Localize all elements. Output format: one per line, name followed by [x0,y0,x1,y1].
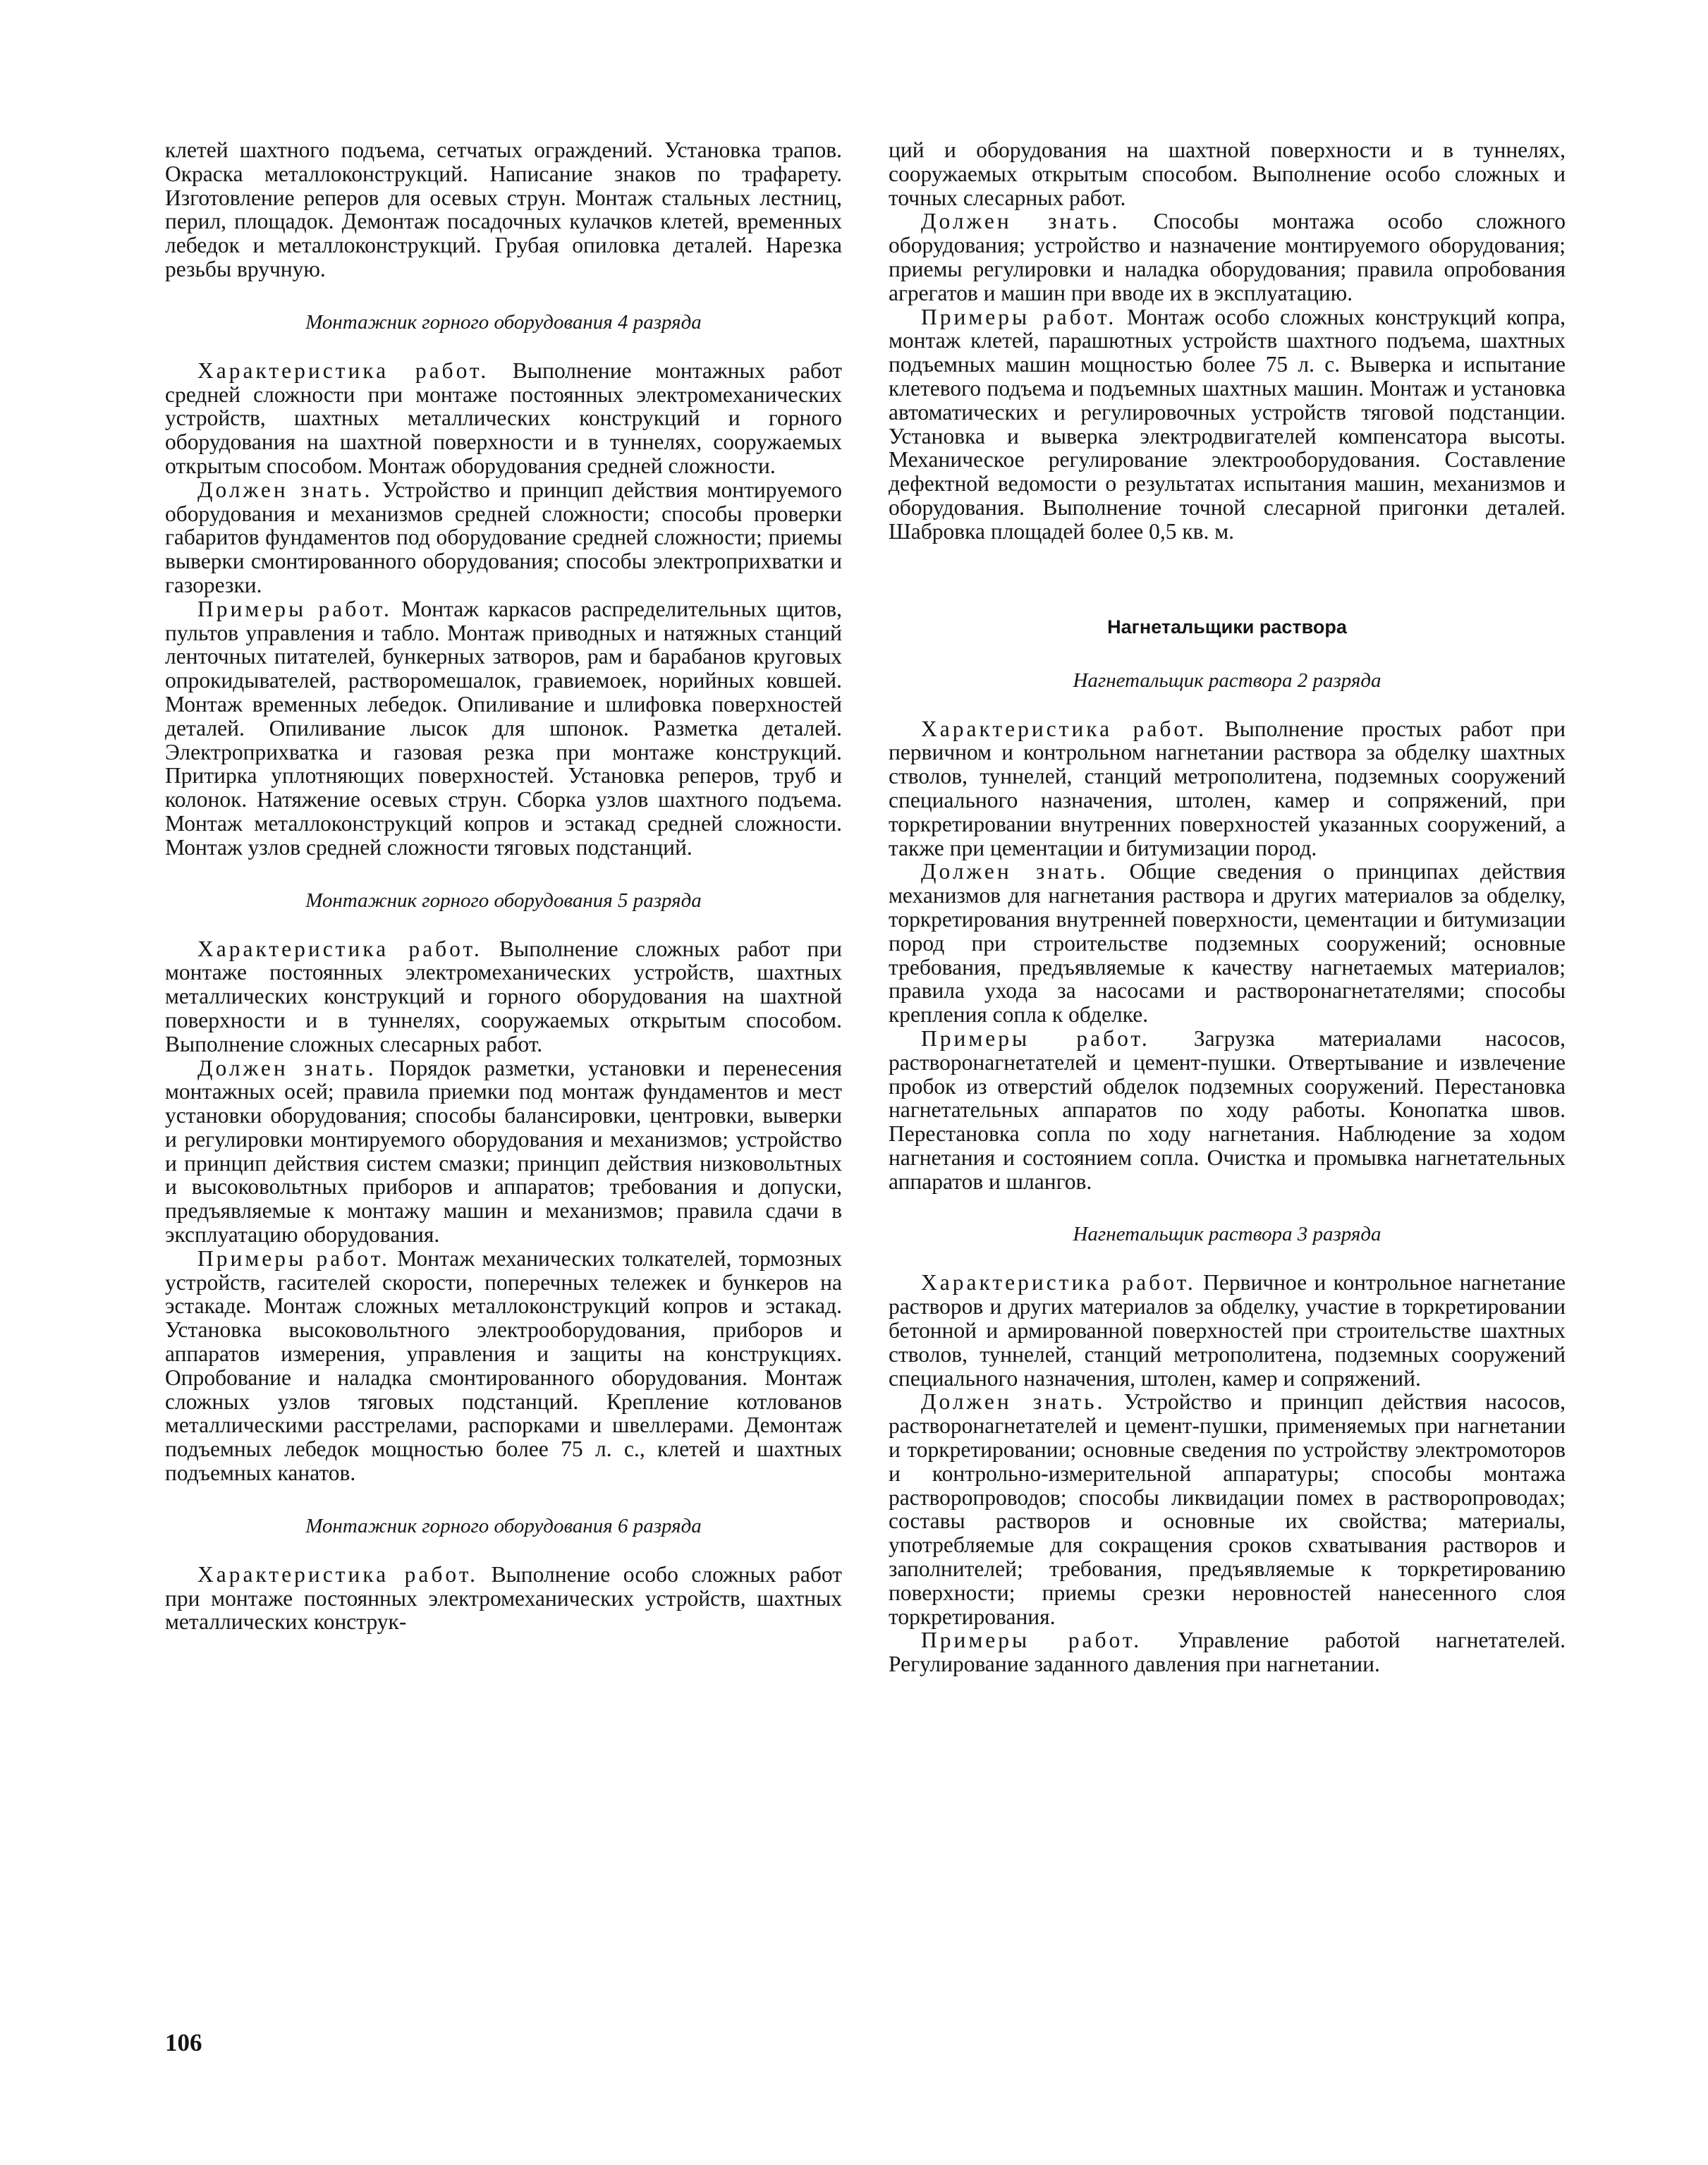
subheading-grade-4: Монтажник горного оборудования 4 разряда [305,310,702,334]
page-number: 106 [165,2029,202,2056]
term-must-know: Должен знать. [921,209,1121,234]
term-examples: Примеры работ. [921,1025,1150,1051]
paragraph-continuation: ций и оборудования на шахтной поверхности и в туннелях, сооружаемых открытым способом. Выполнение особо сложных и точных слесарных работ. [889,138,1566,210]
paragraph-must-know: Должен знать. Устройство и принцип действия монтируемого оборудования и механизмов средней сложности; способы проверки габаритов фундаментов под оборудование средней сложности; приемы выверки смонтированного оборудования; способы электроприхватки и газорезки. [165,477,842,597]
paragraph-characteristics: Характеристика работ. Выполнение монтажных работ средней сложности при монтаже постоянных электромеханических устройств, шахтных металлических конструкций и горного оборудования на шахтной поверхности и в туннелях, сооружаемых открытым способом. Монтаж оборудования средней сложности. [165,358,843,478]
paragraph-examples: Примеры работ. Управление работой нагнетателей. Регулирование заданного давления при нагнетании. [889,1628,1566,1677]
paragraph-continuation: клетей шахтного подъема, сетчатых ограждений. Установка трапов. Окраска металлоконструкций. Написание знаков по трафарету. Изготовление реперов для осевых струн. Монтаж стальных лестниц, перил, площадок. Демонтаж посадочных кулачков клетей, временных лебедок и металлоконструкций. Грубая опиловка деталей. Нарезка резьбы вручную. [165,138,842,281]
subheading-grade-6: Монтажник горного оборудования 6 разряда [305,1514,702,1537]
term-must-know: Должен знать. [921,859,1109,884]
term-characteristics: Характеристика работ. [197,936,482,961]
paragraph-examples: Примеры работ. Монтаж особо сложных конструкций копра, монтаж клетей, парашютных устройств шахтного подъема, шахтных подъемных машин мощностью более 75 л. с. Выверка и испытание клетевого подъема и подъемных шахтных машин. Монтаж и установка автоматических и регулировочных устройств тяговой подстанции. Установка и выверка электродвигателей компенсатора высоты. Механическое регулирование электрооборудования. Составление дефектной ведомости о результатах испытания машин, механизмов и оборудования. Выполнение точной слесарной пригонки деталей. Шабровка площадей более 0,5 кв. м. [889,304,1566,544]
left-column [165,138,842,1634]
paragraph-must-know: Должен знать. Порядок разметки, установки и перенесения монтажных осей; правила приемки под монтаж фундаментов и мест установки оборудования; способы балансировки, центровки, выверки и регулировки монтируемого оборудования и механизмов; устройство и принцип действия систем смазки; принцип действия низковольтных и высоковольтных приборов и аппаратов; требования и допуски, предъявляемые к монтажу машин и механизмов; правила сдачи в эксплуатацию оборудования. [165,1055,842,1248]
term-examples: Примеры работ. [197,1245,390,1271]
paragraph-characteristics: Характеристика работ. Выполнение особо сложных работ при монтаже постоянных электромеханических устройств, шахтных металлических конструк- [165,1561,842,1635]
term-characteristics: Характеристика работ. [921,716,1207,741]
term-must-know: Должен знать. [197,1055,377,1080]
term-characteristics: Характеристика работ. [197,1561,479,1587]
term-characteristics: Характеристика работ. [921,1270,1196,1295]
paragraph-must-know: Должен знать. Общие сведения о принципах действия механизмов для нагнетания раствора и других материалов за обделку, торкретирования внутренней поверхности, цементации и битумизации пород при строительстве подземных сооружений; основные требования, предъявляемые к качеству нагнетаемых материалов; правила ухода за насосами и растворонагнетателями; способы крепления сопла к обделке. [889,859,1566,1027]
term-must-know: Должен знать. [197,477,373,502]
term-examples: Примеры работ. [197,596,392,621]
paragraph-characteristics: Характеристика работ. Первичное и контрольное нагнетание растворов и других материалов за обделку, участие в торкретировании бетонной и армированной поверхностей при строительстве шахтных стволов, туннелей, станций метрополитена, подземных сооружений специального назначения, штолен, камер и сопряжений. [889,1270,1566,1391]
term-must-know: Должен знать. [921,1389,1106,1415]
subheading-grout-grade-3: Нагнетальщик раствора 3 разряда [1073,1223,1381,1246]
section-heading: Нагнетальщики раствора [1107,616,1347,638]
term-examples: Примеры работ. [921,304,1117,329]
subheading-grout-grade-2: Нагнетальщик раствора 2 разряда [1073,669,1381,692]
paragraph-examples: Примеры работ. Загрузка материалами насосов, растворонагнетателей и цемент-пушки. Отвертывание и извлечение пробок из отверстий обделок подземных сооружений. Перестановка нагнетательных аппаратов по ходу работы. Конопатка швов. Перестановка сопла по ходу нагнетания. Наблюдение за ходом нагнетания и состоянием сопла. Очистка и промывка нагнетательных аппаратов и шлангов. [889,1025,1566,1194]
paragraph-must-know: Должен знать. Устройство и принцип действия насосов, растворонагнетателей и цемент-пушки, применяемых при нагнетании и торкретировании; основные сведения по устройству электромоторов и контрольно-измерительной аппаратуры; способы монтажа растворопроводов; способы ликвидации помех в растворопроводах; составы растворов и основные их свойства; материалы, употребляемые для сокращения сроков схватывания растворов и заполнителей; требования, предъявляемые к торкретированию поверхности; приемы срезки неровностей нанесенного слоя торкретирования. [889,1389,1566,1629]
paragraph-characteristics: Характеристика работ. Выполнение сложных работ при монтаже постоянных электромеханических устройств, шахтных металлических конструкций и горного оборудования на шахтной поверхности и в туннелях, сооружаемых открытым способом. Выполнение сложных слесарных работ. [165,936,842,1056]
paragraph-characteristics: Характеристика работ. Выполнение простых работ при первичном и контрольном нагнетании раствора за обделку шахтных стволов, туннелей, станций метрополитена, подземных сооружений специального назначения, штолен, камер и сопряжений, при торкретировании внутренних поверхностей указанных сооружений, а также при цементации и битумизации пород. [889,716,1566,860]
term-characteristics: Характеристика работ. [197,358,489,383]
paragraph-must-know: Должен знать. Способы монтажа особо сложного оборудования; устройство и назначение монтируемого оборудования; приемы регулировки и наладка оборудования; правила опробования агрегатов и машин при вводе их в эксплуатацию. [889,209,1566,305]
paragraph-examples: Примеры работ. Монтаж механических толкателей, тормозных устройств, гасителей скорости, поперечных тележек и бункеров на эстакаде. Монтаж сложных металлоконструкций копров и эстакад. Установка высоковольтного электрооборудования, приборов и аппаратов измерения, управления и защиты на конструкциях. Опробование и наладка смонтированного оборудования. Монтаж сложных узлов тяговых подстанций. Крепление котлованов металлическими расстрелами, распорками и швеллерами. Демонтаж подъемных лебедок мощностью более 75 л. с., клетей и шахтных подъемных канатов. [165,1245,842,1486]
paragraph-examples: Примеры работ. Монтаж каркасов распределительных щитов, пультов управления и табло. Монтаж приводных и натяжных станций ленточных питателей, бункерных затворов, рам и барабанов круговых опрокидывателей, растворомешалок, гравиемоек, норийных ковшей. Монтаж временных лебедок. Опиливание и шлифовка поверхностей деталей. Опиливание лысок для шпонок. Разметка деталей. Электроприхватка и газовая резка при монтаже конструкций. Притирка уплотняющих поверхностей. Установка реперов, труб и колонок. Натяжение осевых струн. Сборка узлов шахтного подъема. Монтаж металлоконструкций копров и эстакад средней сложности. Монтаж узлов средней сложности тяговых подстанций. [165,596,842,860]
right-column [889,138,1566,1676]
term-examples: Примеры работ. [921,1628,1142,1653]
subheading-grade-5: Монтажник горного оборудования 5 разряда [305,889,702,912]
